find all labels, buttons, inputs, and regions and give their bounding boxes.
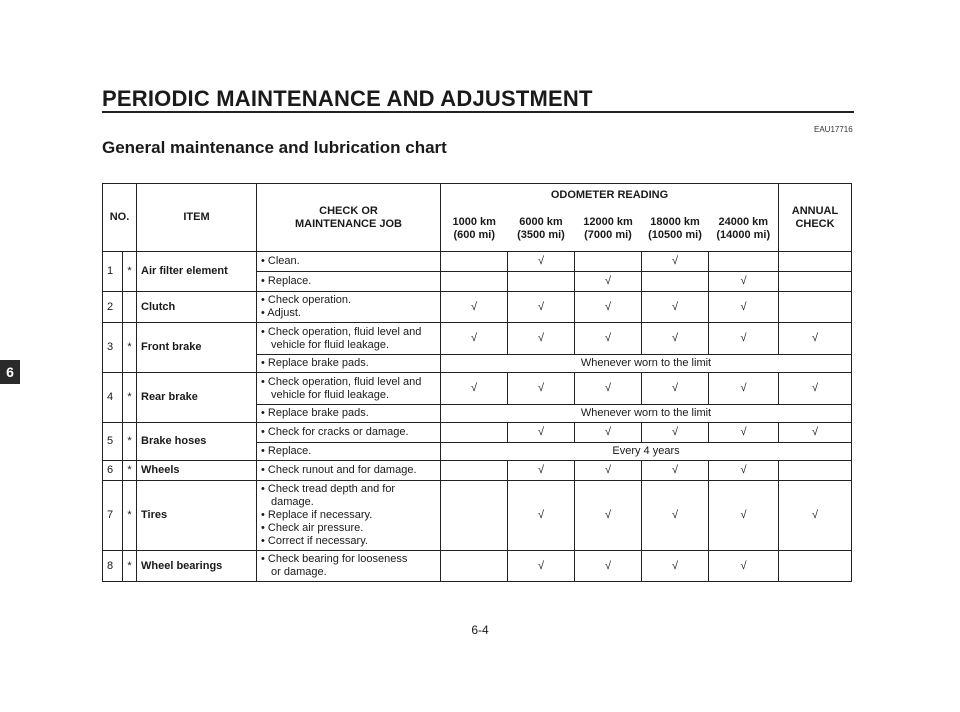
job-text: • Check operation, fluid level and vehicle for fluid leakage. [257,373,441,405]
job-text: • Check tread depth and for damage. • Replace if necessary. • Check air pressure. • Correct if necessary. [257,481,441,551]
check-cell: √ [642,292,709,323]
check-cell [508,272,575,292]
col-header-annual [779,184,852,252]
maintenance-chart-table [102,183,852,582]
check-cell: √ [575,461,642,481]
check-cell: √ [779,423,852,443]
item-name: Tires [137,481,257,551]
check-cell: √ [779,323,852,355]
check-cell: √ [642,252,709,272]
star-mark [123,292,137,323]
check-cell [779,272,852,292]
col-header-item: ITEM [137,184,257,252]
check-cell: √ [642,423,709,443]
row-number: 6 [103,461,123,481]
col-header-job-line1: CHECK OR [319,204,378,217]
table-row [103,551,852,582]
check-cell: √ [779,481,852,551]
item-name: Front brake [137,323,257,373]
col-header-job [257,184,441,252]
table-row [103,481,852,551]
star-mark: * [123,423,137,461]
row-number: 5 [103,423,123,461]
check-cell: √ [441,292,508,323]
star-mark: * [123,252,137,292]
row-number: 3 [103,323,123,373]
check-cell: √ [575,551,642,582]
check-cell: √ [709,481,779,551]
job-text: • Replace brake pads. [257,355,441,373]
chapter-tab: 6 [0,360,20,384]
row-number: 7 [103,481,123,551]
check-cell: √ [441,323,508,355]
check-cell: √ [709,292,779,323]
job-text: • Check operation, fluid level and vehicle for fluid leakage. [257,323,441,355]
check-cell: √ [575,423,642,443]
check-cell: √ [508,461,575,481]
star-mark: * [123,551,137,582]
table-row [103,423,852,443]
col-header-annual-line1: ANNUAL [791,204,839,217]
item-name: Rear brake [137,373,257,423]
check-cell [441,272,508,292]
check-cell [441,461,508,481]
check-cell: √ [441,373,508,405]
check-cell: √ [508,252,575,272]
check-cell [779,252,852,272]
star-mark: * [123,373,137,423]
check-cell [779,551,852,582]
interval-header: 6000 km (3500 mi) [508,208,575,252]
check-cell: √ [642,373,709,405]
row-number: 8 [103,551,123,582]
interval-header: 18000 km (10500 mi) [642,208,709,252]
check-cell: √ [709,373,779,405]
check-cell: √ [508,323,575,355]
job-text: • Check bearing for looseness or damage. [257,551,441,582]
check-cell [575,252,642,272]
page-number: 6-4 [471,623,489,637]
row-number: 2 [103,292,123,323]
star-mark: * [123,461,137,481]
table-row [103,461,852,481]
check-cell: √ [642,481,709,551]
check-cell [779,461,852,481]
document-code: EAU17716 [814,125,853,134]
star-mark: * [123,481,137,551]
check-cell [441,423,508,443]
col-header-odometer: ODOMETER READING [441,184,779,208]
check-cell: √ [709,461,779,481]
item-name: Wheels [137,461,257,481]
page-header-title: PERIODIC MAINTENANCE AND ADJUSTMENT [102,86,593,111]
check-cell: √ [508,292,575,323]
check-cell: √ [508,551,575,582]
job-text: • Replace. [257,443,441,461]
job-text: • Check operation. • Adjust. [257,292,441,323]
check-cell [441,481,508,551]
check-cell: √ [642,323,709,355]
table-row [103,323,852,355]
table-row [103,252,852,272]
check-cell: √ [575,323,642,355]
interval-header: 12000 km (7000 mi) [575,208,642,252]
check-cell [441,551,508,582]
check-cell: √ [508,481,575,551]
interval-note: Whenever worn to the limit [441,355,852,373]
item-name: Wheel bearings [137,551,257,582]
check-cell [709,252,779,272]
section-title: General maintenance and lubrication chart [102,138,447,157]
check-cell: √ [508,423,575,443]
job-text: • Check for cracks or damage. [257,423,441,443]
job-text: • Clean. [257,252,441,272]
check-cell: √ [575,481,642,551]
star-mark: * [123,323,137,373]
interval-header: 24000 km (14000 mi) [709,208,779,252]
item-name: Brake hoses [137,423,257,461]
col-header-no: NO. [103,184,137,252]
interval-note: Whenever worn to the limit [441,405,852,423]
interval-note: Every 4 years [441,443,852,461]
col-header-job-line2: MAINTENANCE JOB [295,217,402,230]
check-cell: √ [575,272,642,292]
check-cell: √ [709,423,779,443]
job-text: • Check runout and for damage. [257,461,441,481]
job-text: • Replace. [257,272,441,292]
check-cell: √ [709,323,779,355]
check-cell: √ [508,373,575,405]
interval-header: 1000 km (600 mi) [441,208,508,252]
job-text: • Replace brake pads. [257,405,441,423]
check-cell: √ [709,551,779,582]
col-header-annual-line2: CHECK [795,217,835,230]
check-cell: √ [709,272,779,292]
check-cell [441,252,508,272]
table-row [103,373,852,405]
check-cell [642,272,709,292]
check-cell: √ [575,373,642,405]
item-name: Air filter element [137,252,257,292]
table-header-row [103,184,852,208]
check-cell: √ [779,373,852,405]
check-cell: √ [642,461,709,481]
check-cell: √ [575,292,642,323]
check-cell: √ [642,551,709,582]
item-name: Clutch [137,292,257,323]
row-number: 4 [103,373,123,423]
header-divider [102,111,854,113]
table-row [103,292,852,323]
check-cell [779,292,852,323]
row-number: 1 [103,252,123,292]
